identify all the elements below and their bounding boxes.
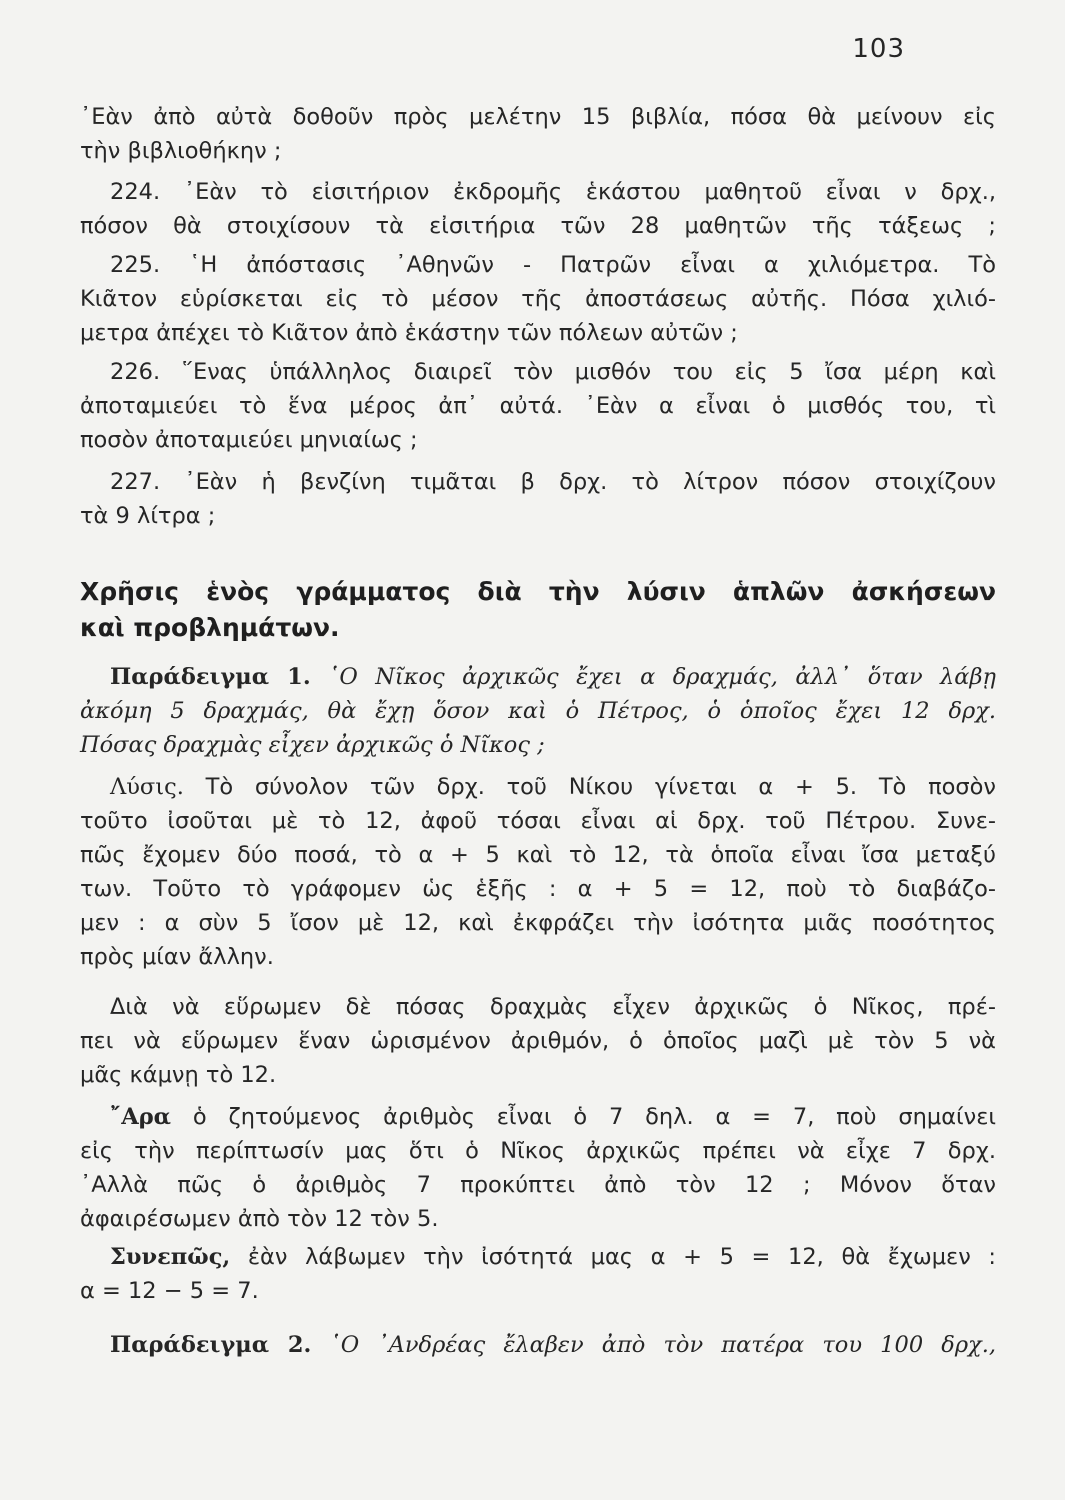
text-line: πει νὰ εὕρωμεν ἕναν ὡρισμένον ἀριθμόν, ὁ ὁποῖος μαζὶ μὲ τὸν 5 νὰ: [80, 1028, 996, 1054]
text-line: εἰς τὴν περίπτωσίν μας ὅτι ὁ Νῖκος ἀρχικῶς πρέπει νὰ εἶχε 7 δρχ.: [80, 1138, 996, 1164]
text-line: ἀποταμιεύει τὸ ἕνα μέρος ἀπ᾿ αὐτά. ᾿Εὰν α εἶναι ὁ μισθός του, τὶ: [80, 393, 996, 419]
text-line: 225. ῾Η ἀπόστασις ᾿Αθηνῶν - Πατρῶν εἶναι α χιλιόμετρα. Τὸ: [110, 252, 996, 278]
text-line: 226. ῞Ενας ὑπάλληλος διαιρεῖ τὸν μισθόν του εἰς 5 ἴσα μέρη καὶ: [110, 359, 996, 385]
exercise-224: [80, 175, 996, 243]
example-1-statement: [80, 660, 996, 762]
solution-text: Τὸ σύνολον τῶν δρχ. τοῦ Νίκου γίνεται α + 5. Τὸ ποσὸν: [205, 774, 996, 800]
text-line: Κιᾶτον εὑρίσκεται εἰς τὸ μέσον τῆς ἀποστάσεως αὐτῆς. Πόσα χιλιό-: [80, 286, 996, 312]
text-line: [80, 660, 996, 694]
text-line: α = 12 − 5 = 7.: [80, 1278, 259, 1304]
text-line: τοῦτο ἰσοῦται μὲ τὸ 12, ἀφοῦ τόσαι εἶναι αἱ δρχ. τοῦ Πέτρου. Συνε-: [80, 808, 996, 834]
text-line: Πόσας δραχμὰς εἶχεν ἀρχικῶς ὁ Νῖκος ;: [80, 732, 545, 758]
text-line: [80, 1328, 996, 1362]
text-line: 227. ᾿Εὰν ἡ βενζίνη τιμᾶται β δρχ. τὸ λίτρον πόσον στοιχίζουν: [110, 469, 996, 495]
text-line: ποσὸν ἀποταμιεύει μηνιαίως ;: [80, 427, 418, 453]
text-line: πρὸς μίαν ἄλλην.: [80, 944, 274, 970]
text-line: τὴν βιβλιοθήκην ;: [80, 138, 282, 164]
example-1-find: [80, 990, 996, 1092]
text-line: 224. ᾿Εὰν τὸ εἰσιτήριον ἐκδρομῆς ἑκάστου μαθητοῦ εἶναι ν δρχ.,: [110, 179, 996, 205]
example-2-label: Παράδειγμα 2.: [110, 1332, 312, 1358]
exercise-226: [80, 355, 996, 457]
example-1-label: Παράδειγμα 1.: [110, 664, 311, 690]
example-1-conclusion: [80, 1240, 996, 1308]
synepos-text: ἐὰν λάβωμεν τὴν ἰσότητά μας α + 5 = 12, θὰ ἔχωμεν :: [247, 1244, 996, 1270]
ara-text: ὁ ζητούμενος ἀριθμὸς εἶναι ὁ 7 δηλ. α = 7, ποὺ σημαίνει: [192, 1104, 996, 1130]
text-line: ᾿Αλλὰ πῶς ὁ ἀριθμὸς 7 προκύπτει ἀπὸ τὸν 12 ; Μόνον ὅταν: [80, 1172, 996, 1198]
text-line: [80, 1100, 996, 1134]
example-1-text: ῾Ο Νῖκος ἀρχικῶς ἔχει α δραχμάς, ἀλλ᾿ ὅταν λάβῃ: [328, 664, 996, 690]
ara-label: ῎Αρα: [110, 1104, 171, 1130]
text-line: τὰ 9 λίτρα ;: [80, 503, 216, 529]
page-number: 103: [852, 34, 905, 64]
text-line: ᾿Εὰν ἀπὸ αὐτὰ δοθοῦν πρὸς μελέτην 15 βιβλία, πόσα θὰ μείνουν εἰς: [80, 104, 996, 130]
example-2-text: ῾Ο ᾿Ανδρέας ἔλαβεν ἀπὸ τὸν πατέρα του 100 δρχ.,: [329, 1332, 996, 1358]
text-line: μᾶς κάμνῃ τὸ 12.: [80, 1062, 277, 1088]
example-1-ara: [80, 1100, 996, 1236]
exercise-225: [80, 248, 996, 350]
text-line: πόσον θὰ στοιχίσουν τὰ εἰσιτήρια τῶν 28 μαθητῶν τῆς τάξεως ;: [80, 213, 996, 239]
heading-line: Χρῆσις ἑνὸς γράμματος διὰ τὴν λύσιν ἁπλῶν ἀσκήσεων: [80, 577, 996, 606]
section-heading: [80, 574, 996, 646]
synepos-label: Συνεπῶς,: [110, 1244, 231, 1270]
text-line: ἀφαιρέσωμεν ἀπὸ τὸν 12 τὸν 5.: [80, 1206, 439, 1232]
exercise-continuation: [80, 100, 996, 168]
example-1-solution: [80, 770, 996, 974]
example-2-statement: [80, 1328, 996, 1362]
text-line: πῶς ἔχομεν δύο ποσά, τὸ α + 5 καὶ τὸ 12, τὰ ὁποῖα εἶναι ἴσα μεταξύ: [80, 842, 996, 868]
solution-label: Λύσις.: [110, 774, 184, 800]
text-line: [80, 1240, 996, 1274]
text-line: Διὰ νὰ εὕρωμεν δὲ πόσας δραχμὰς εἶχεν ἀρχικῶς ὁ Νῖκος, πρέ-: [110, 994, 996, 1020]
text-line: μεν : α σὺν 5 ἴσον μὲ 12, καὶ ἐκφράζει τὴν ἰσότητα μιᾶς ποσότητος: [80, 910, 996, 936]
heading-line: καὶ προβλημάτων.: [80, 613, 340, 642]
text-line: των. Τοῦτο τὸ γράφομεν ὡς ἑξῆς : α + 5 = 12, ποὺ τὸ διαβάζο-: [80, 876, 996, 902]
exercise-227: [80, 465, 996, 533]
text-line: ἀκόμη 5 δραχμάς, θὰ ἔχῃ ὅσον καὶ ὁ Πέτρος, ὁ ὁποῖος ἔχει 12 δρχ.: [80, 698, 996, 724]
text-line: [80, 770, 996, 804]
text-line: μετρα ἀπέχει τὸ Κιᾶτον ἀπὸ ἑκάστην τῶν πόλεων αὐτῶν ;: [80, 320, 738, 346]
